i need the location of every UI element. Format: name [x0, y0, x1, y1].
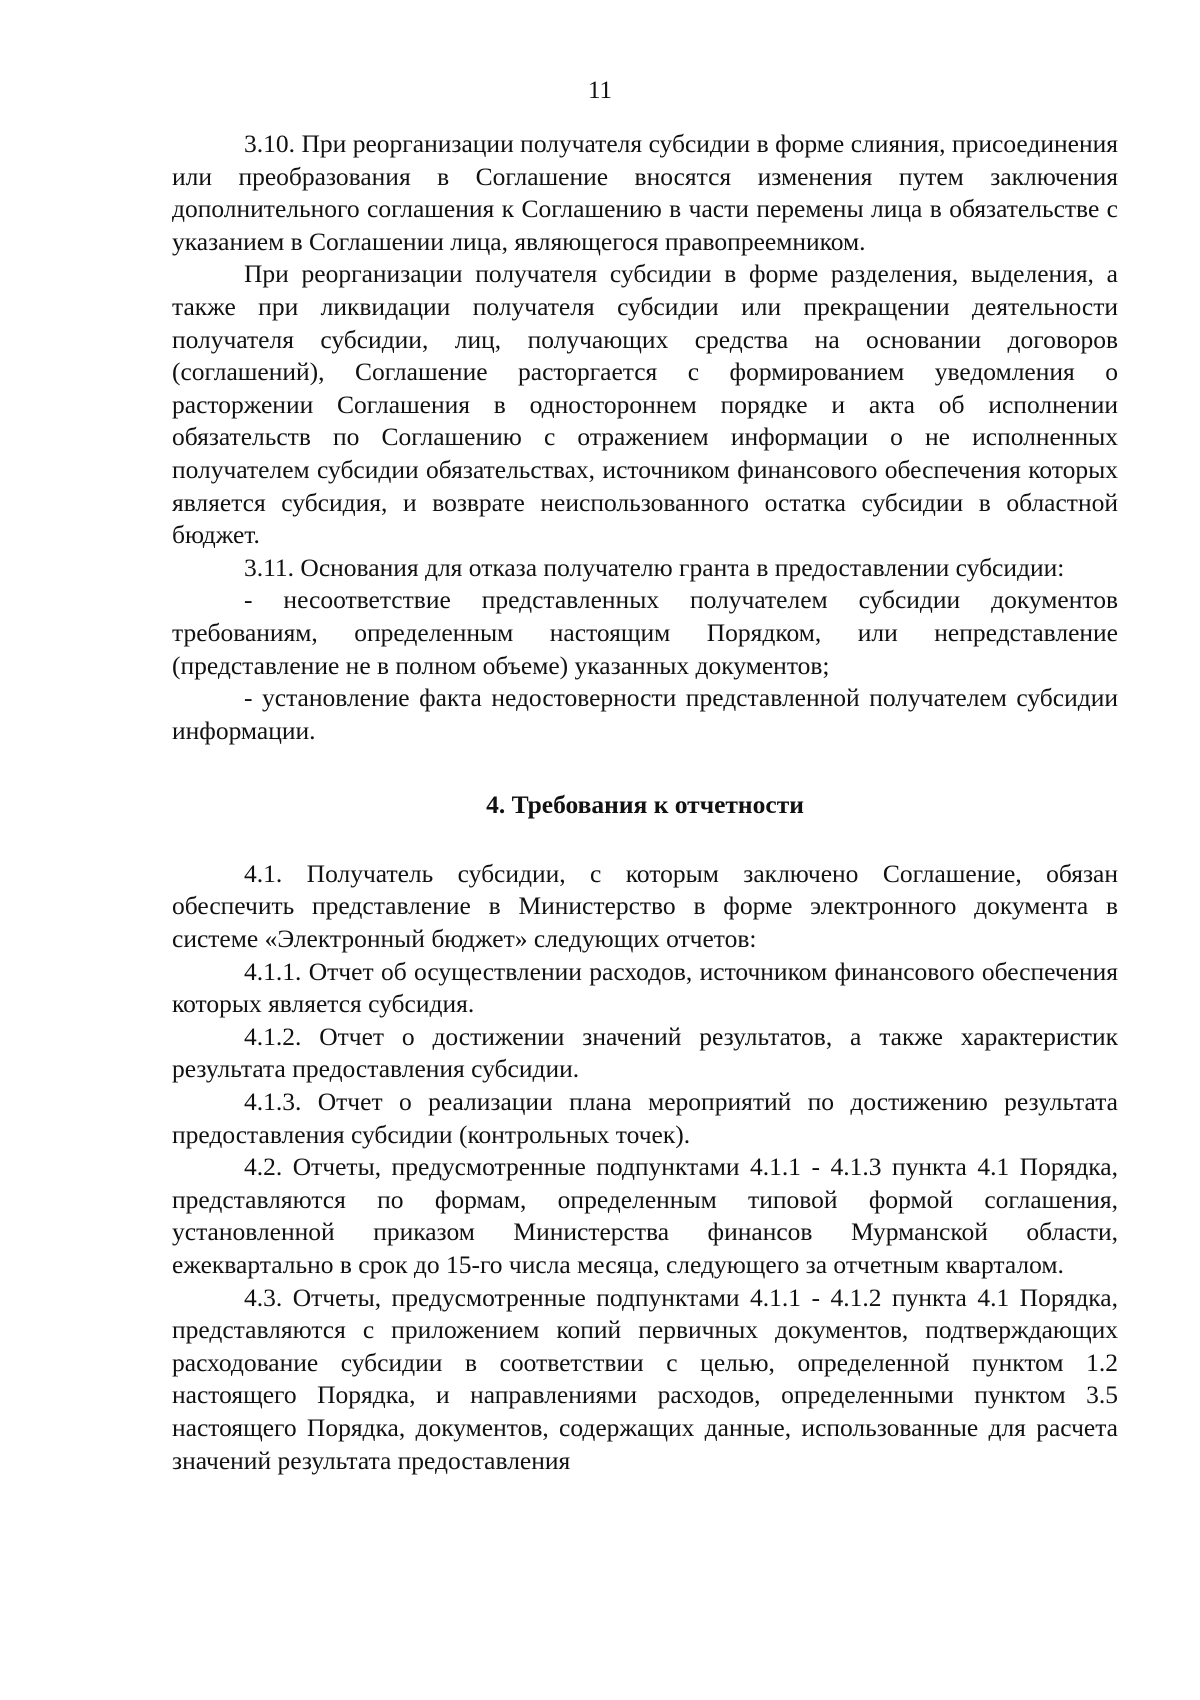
paragraph-4-1: 4.1. Получатель субсидии, с которым заключено Соглашение, обязан обеспечить представление в Министерство в форме электронного документа в системе «Электронный бюджет» следующих отчетов: — [172, 858, 1118, 954]
list-item-nonconformity: - несоответствие представленных получателем субсидии документов требованиям, определенным настоящим Порядком, или непредставление (представление не в полном объеме) указанных документов; — [172, 585, 1118, 680]
document-body — [172, 128, 1118, 1477]
paragraph-4-1-3: 4.1.3. Отчет о реализации плана мероприятий по достижению результата предоставления субсидии (контрольных точек). — [172, 1087, 1118, 1149]
paragraph-reorganization: При реорганизации получателя субсидии в форме разделения, выделения, а также при ликвидации получателя субсидии или прекращении деятельности получателя субсидии, лиц, получающих средства на основании договоров (соглашений), Соглашение расторгается с формированием уведомления о расторжении Соглашения в одностороннем порядке и акта об исполнении обязательств по Соглашению с отражением информации о не исполненных получателем субсидии обязательствах, источником финансового обеспечения которых является субсидия, и возврате неиспользованного остатка субсидии в областной бюджет. — [172, 259, 1118, 550]
paragraph-4-2: 4.2. Отчеты, предусмотренные подпунктами 4.1.1 - 4.1.3 пункта 4.1 Порядка, представляются по формам, определенным типовой формой соглашения, установленной приказом Министерства финансов Мурманской области, ежеквартально в срок до 15-го числа месяца, следующего за отчетным кварталом. — [172, 1152, 1118, 1279]
paragraph-4-1-2: 4.1.2. Отчет о достижении значений результатов, а также характеристик результата предоставления субсидии. — [172, 1021, 1118, 1084]
paragraph-3-10: 3.10. При реорганизации получателя субсидии в форме слияния, присоединения или преобразования в Соглашение вносятся изменения путем заключения дополнительного соглашения к Соглашению в части перемены лица в обязательстве с указанием в Соглашении лица, являющегося правопреемником. — [172, 129, 1118, 256]
paragraph-4-1-1: 4.1.1. Отчет об осуществлении расходов, источником финансового обеспечения которых является субсидия. — [172, 956, 1118, 1019]
page-number: 11 — [587, 77, 613, 104]
section-heading: 4. Требования к отчетности — [486, 790, 804, 820]
paragraph-3-11: 3.11. Основания для отказа получателю гранта в предоставлении субсидии: — [244, 552, 1065, 582]
list-item-unreliability: - установление факта недостоверности представленной получателем субсидии информации. — [172, 683, 1118, 745]
paragraph-4-3: 4.3. Отчеты, предусмотренные подпунктами 4.1.1 - 4.1.2 пункта 4.1 Порядка, представляются с приложением копий первичных документов, подтверждающих расходование субсидии в соответствии с целью, определенной пунктом 1.2 настоящего Порядка, и направлениями расходов, определенными пунктом 3.5 настоящего Порядка, документов, содержащих данные, использованные для расчета значений результата предоставления — [172, 1282, 1118, 1475]
